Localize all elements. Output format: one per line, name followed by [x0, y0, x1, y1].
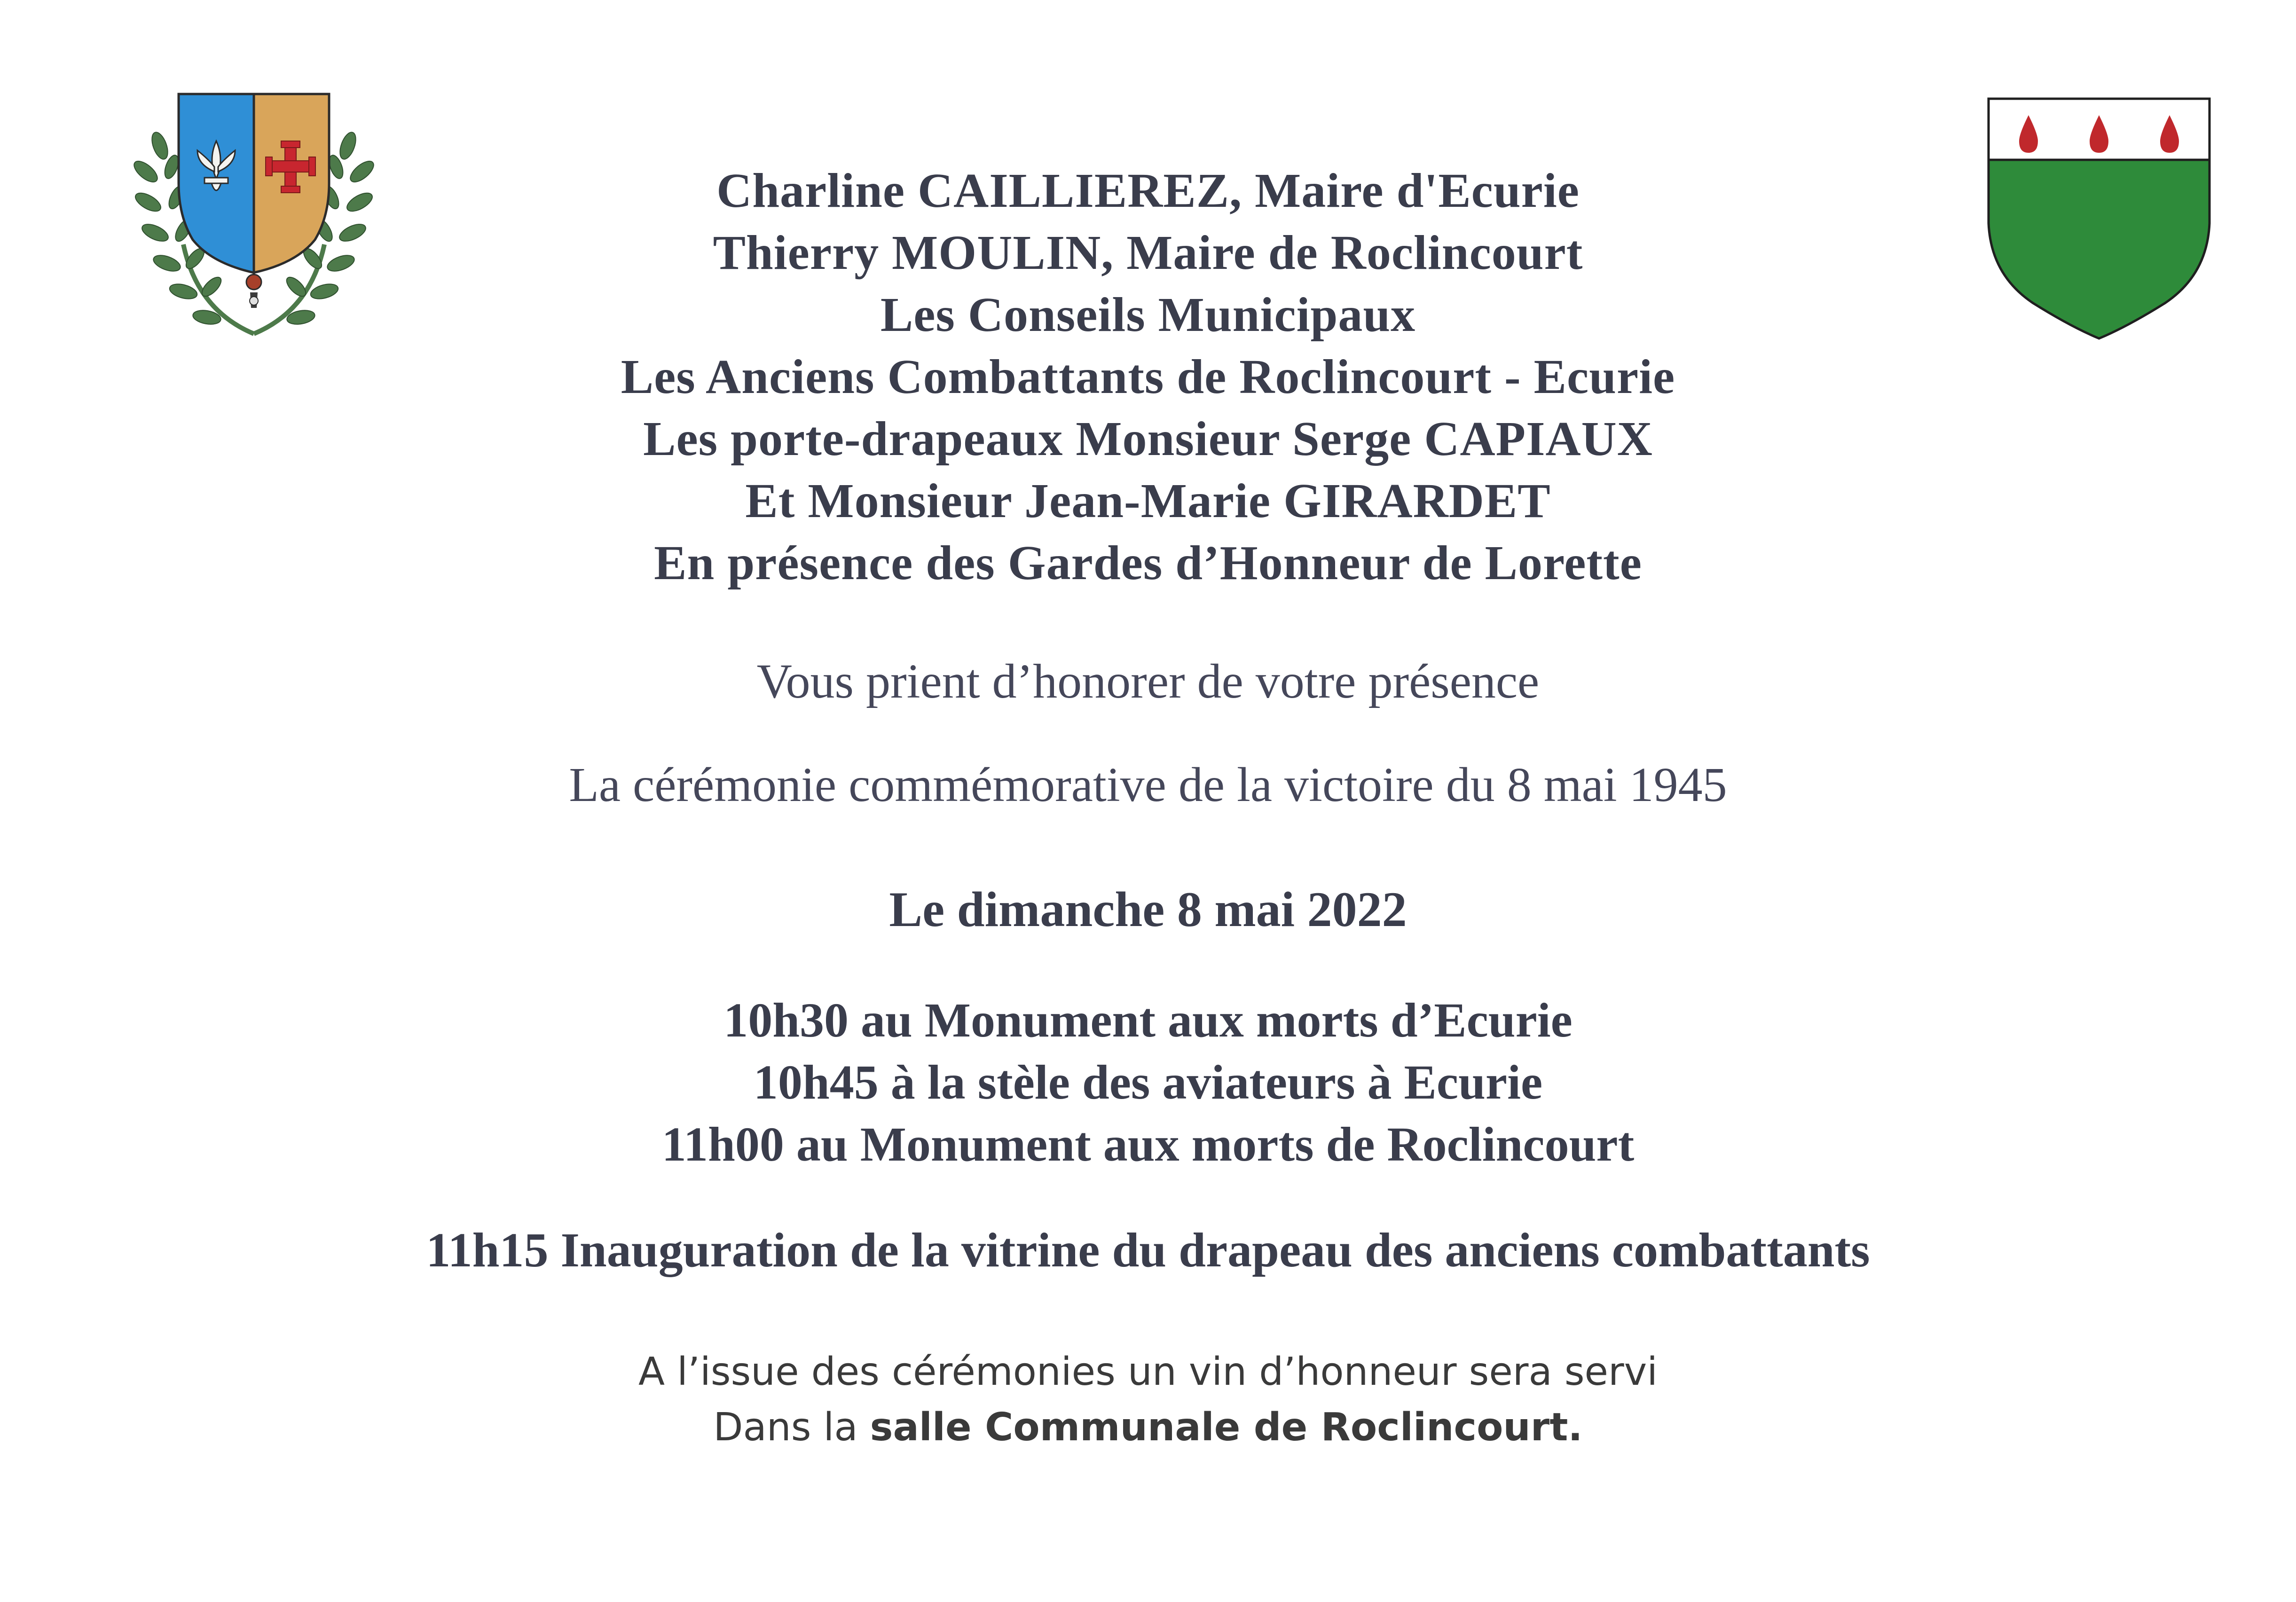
schedule-item: 11h00 au Monument aux morts de Roclincourt	[661, 1117, 1635, 1171]
invitation-line: Vous prient d’honorer de votre présence	[756, 654, 1540, 708]
host-line: En présence des Gardes d’Honneur de Lorette	[654, 536, 1642, 590]
host-line: Thierry MOULIN, Maire de Roclincourt	[713, 226, 1583, 280]
invitation-text	[0, 651, 2296, 712]
date-line: Le dimanche 8 mai 2022	[889, 882, 1407, 937]
schedule-item: 10h30 au Monument aux morts d’Ecurie	[723, 993, 1573, 1047]
host-line: Et Monsieur Jean-Marie GIRARDET	[745, 474, 1551, 528]
inauguration-line: 11h15 Inauguration de la vitrine du drapeau des anciens combattants	[426, 1223, 1870, 1277]
inauguration-text	[0, 1220, 2296, 1281]
reception-line-1: A l’issue des cérémonies un vin d’honneur sera servi	[638, 1350, 1658, 1394]
host-line: Les Anciens Combattants de Roclincourt - Ecurie	[621, 350, 1675, 404]
schedule-item: 10h45 à la stèle des aviateurs à Ecurie	[753, 1055, 1543, 1109]
ceremony-text	[0, 754, 2296, 816]
reception-line-2	[0, 1400, 2296, 1455]
reception-prefix: Dans la	[713, 1405, 870, 1450]
schedule-list	[0, 989, 2296, 1176]
host-line: Charline CAILLIEREZ, Maire d'Ecurie	[716, 164, 1580, 218]
ceremony-line: La cérémonie commémorative de la victoire du 8 mai 1945	[569, 758, 1727, 812]
reception-venue: salle Communale de Roclincourt.	[870, 1405, 1583, 1450]
reception-note	[0, 1344, 2296, 1455]
hosts-list	[0, 160, 2296, 594]
event-date	[0, 879, 2296, 940]
host-line: Les Conseils Municipaux	[880, 288, 1416, 342]
host-line: Les porte-drapeaux Monsieur Serge CAPIAUX	[643, 412, 1653, 466]
